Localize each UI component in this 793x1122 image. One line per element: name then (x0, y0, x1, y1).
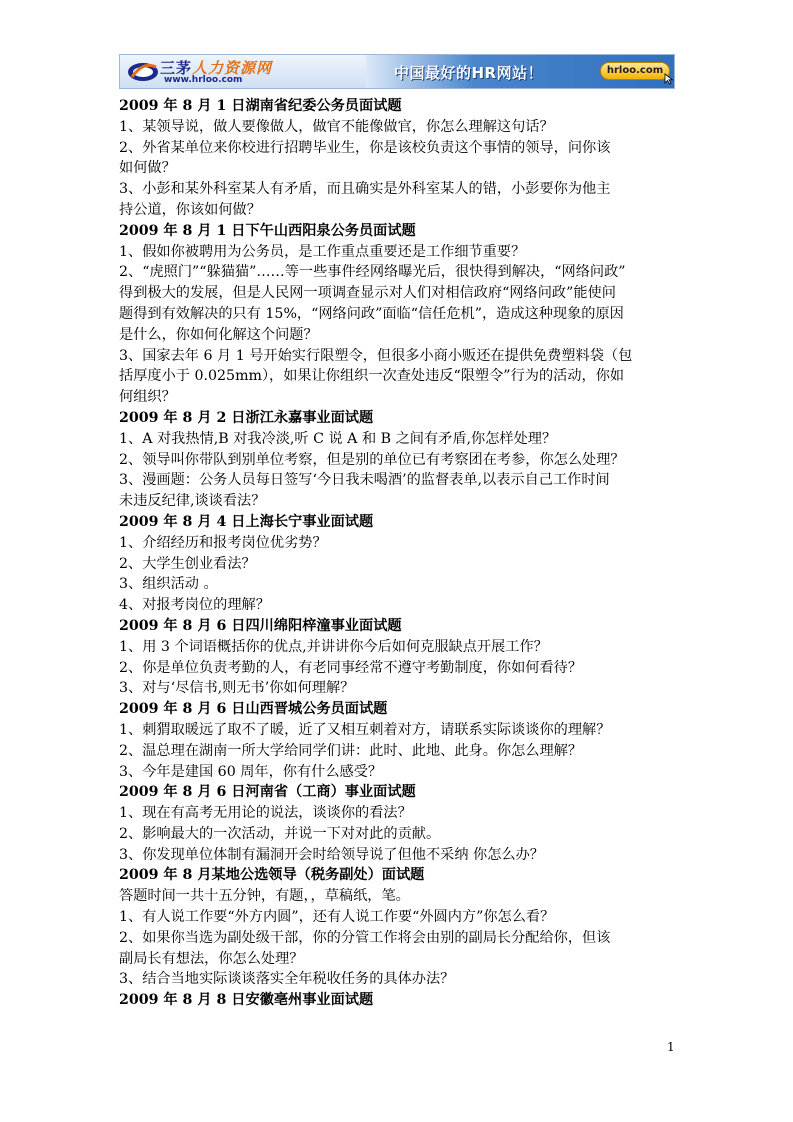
section-heading: 2009 年 8 月某地公选领导（税务副处）面试题 (119, 867, 425, 884)
question-line: 1、现在有高考无用论的说法，谈谈你的看法？ (119, 805, 412, 822)
header-banner[interactable] (119, 54, 675, 89)
site-link-button[interactable]: hrloo.com (600, 62, 670, 80)
slogan-text: 中国最好的HR网站！ (394, 64, 544, 82)
question-line: 2、“虎照门”“躲猫猫”……等一些事件经网络曝光后，很快得到解决，“网络问政” (119, 264, 626, 281)
section-heading: 2009 年 8 月 6 日山西晋城公务员面试题 (119, 701, 388, 718)
question-line: 如何做？ (119, 160, 176, 177)
section-heading: 2009 年 8 月 2 日浙江永嘉事业面试题 (119, 409, 374, 426)
brand-url: www.hrloo.com (164, 75, 243, 85)
question-line: 3、组织活动 。 (119, 576, 218, 593)
question-line: 3、今年是建国 60 周年，你有什么感受？ (119, 763, 383, 780)
question-line: 得到极大的发展，但是人民网一项调查显示对人们对相信政府“网络问政”能使问 (119, 285, 616, 302)
slogan-banner[interactable] (366, 55, 675, 88)
logo-icon (126, 59, 160, 84)
question-line: 1、有人说工作要“外方内圆”，还有人说工作要“外圆内方”你怎么看？ (119, 909, 555, 926)
section-heading: 2009 年 8 月 8 日安徽亳州事业面试题 (119, 992, 374, 1009)
question-line: 1、刺猬取暖远了取不了暖，近了又相互刺着对方，请联系实际谈谈你的理解？ (119, 721, 611, 738)
question-line: 1、A 对我热情,B 对我冷淡,听 C 说 A 和 B 之间有矛盾,你怎样处理？ (119, 430, 557, 447)
question-line: 是什么，你如何化解这个问题？ (119, 326, 318, 343)
question-line: 4、对报考岗位的理解？ (119, 597, 270, 614)
question-line: 副局长有想法，你怎么处理？ (119, 950, 304, 967)
question-line: 2、影响最大的一次活动，并说一下对对此的贡献。 (119, 825, 441, 842)
question-line: 2、你是单位负责考勤的人，有老同事经常不遵守考勤制度，你如何看待？ (119, 659, 583, 676)
question-line: 3、对与‘尽信书,则无书’你如何理解？ (119, 680, 355, 697)
question-line: 2、温总理在湖南一所大学给同学们讲：此时、此地、此身。你怎么理解？ (119, 742, 583, 759)
site-logo[interactable] (120, 55, 370, 88)
section-heading: 2009 年 8 月 1 日下午山西阳泉公务员面试题 (119, 222, 416, 239)
question-line: 2、如果你当选为副处级干部，你的分管工作将会由别的副局长分配给你，但该 (119, 929, 611, 946)
question-line: 1、介绍经历和报考岗位优劣势？ (119, 534, 327, 551)
brand-name-part1: 三茅 (160, 59, 193, 77)
question-line: 2、大学生创业看法？ (119, 555, 256, 572)
question-line: 3、你发现单位体制有漏洞开会时给领导说了但他不采纳 你怎么办？ (119, 846, 544, 863)
question-line: 何组织？ (119, 389, 176, 406)
brand-name-part2: 人力资源网 (192, 59, 273, 77)
question-line: 2、外省某单位来你校进行招聘毕业生，你是该校负责这个事情的领导，问你该 (119, 139, 611, 156)
question-line: 1、用 3 个词语概括你的优点,并讲讲你今后如何克服缺点开展工作？ (119, 638, 548, 655)
question-line: 3、小彭和某外科室某人有矛盾，而且确实是外科室某人的错，小彭要你为他主 (119, 181, 611, 198)
question-line: 括厚度小于 0.025mm），如果让你组织一次查处违反“限塑令”行为的活动，你如 (119, 368, 625, 385)
document-body (119, 96, 679, 1011)
brand-name (160, 57, 272, 75)
question-line: 未违反纪律,谈谈看法？ (119, 493, 266, 510)
question-line: 答题时间一共十五分钟，有题，，草稿纸，笔。 (119, 888, 410, 905)
cursor-icon (664, 73, 674, 85)
question-line: 1、某领导说，做人要像做人，做官不能像做官，你怎么理解这句话？ (119, 118, 554, 135)
question-line: 1、假如你被聘用为公务员，是工作重点重要还是工作细节重要？ (119, 243, 526, 260)
question-line: 3、结合当地实际谈谈落实全年税收任务的具体办法？ (119, 971, 455, 988)
section-heading: 2009 年 8 月 6 日四川绵阳梓潼事业面试题 (119, 617, 402, 634)
question-line: 持公道，你该如何做？ (119, 201, 261, 218)
question-line: 3、国家去年 6 月 1 号开始实行限塑令，但很多小商小贩还在提供免费塑料袋（包 (119, 347, 633, 364)
question-line: 题得到有效解决的只有 15%，“网络问政”面临“信任危机”，造成这种现象的原因 (119, 305, 624, 322)
question-line: 3、漫画题：公务人员每日签写‘今日我未喝酒’的监督表单,以表示自己工作时间 (119, 472, 610, 489)
page-number: 1 (667, 1040, 675, 1054)
section-heading: 2009 年 8 月 6 日河南省（工商）事业面试题 (119, 784, 416, 801)
section-heading: 2009 年 8 月 1 日湖南省纪委公务员面试题 (119, 98, 402, 114)
section-heading: 2009 年 8 月 4 日上海长宁事业面试题 (119, 513, 374, 530)
question-line: 2、领导叫你带队到别单位考察，但是别的单位已有考察团在考参，你怎么处理？ (119, 451, 625, 468)
